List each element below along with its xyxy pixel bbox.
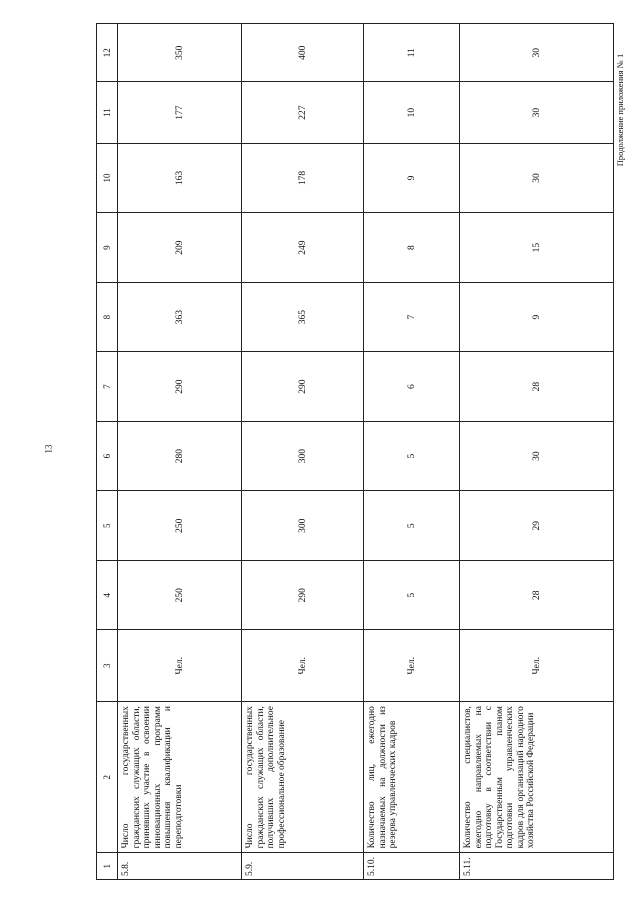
value-cell: 6 xyxy=(364,352,460,422)
row-number: 5.10. xyxy=(364,853,460,880)
value-cell: 9 xyxy=(460,282,614,352)
value-cell: 250 xyxy=(118,491,242,561)
value-cell: 227 xyxy=(242,82,364,143)
table-row xyxy=(118,24,242,880)
value-cell: 30 xyxy=(460,421,614,491)
value-cell: 363 xyxy=(118,282,242,352)
unit-cell: Чел. xyxy=(118,630,242,702)
value-cell: 11 xyxy=(364,24,460,82)
value-cell: 209 xyxy=(118,213,242,283)
column-header: 11 xyxy=(97,82,118,143)
table-row xyxy=(364,24,460,880)
value-cell: 249 xyxy=(242,213,364,283)
value-cell: 290 xyxy=(242,352,364,422)
column-header: 12 xyxy=(97,24,118,82)
column-header: 4 xyxy=(97,560,118,630)
appendix-note: Продолжение приложения № 1 xyxy=(615,53,625,167)
value-cell: 250 xyxy=(118,560,242,630)
column-header: 3 xyxy=(97,630,118,702)
column-header: 6 xyxy=(97,421,118,491)
value-cell: 28 xyxy=(460,352,614,422)
value-cell: 163 xyxy=(118,143,242,213)
row-number: 5.9. xyxy=(242,853,364,880)
unit-cell: Чел. xyxy=(364,630,460,702)
value-cell: 9 xyxy=(364,143,460,213)
column-header: 7 xyxy=(97,352,118,422)
table-body xyxy=(118,24,614,880)
value-cell: 5 xyxy=(364,421,460,491)
table-row xyxy=(460,24,614,880)
row-number: 5.11. xyxy=(460,853,614,880)
indicators-table xyxy=(96,23,614,880)
column-header: 10 xyxy=(97,143,118,213)
indicator-description: Количество специалистов, ежегодно направляемых на подготовку в соответствии с Государственным планом подготовки управленческих кадров для организаций народного хозяйства Российской Федерации xyxy=(460,702,614,853)
indicator-description: Число государственных гражданских служащих области, принявших участие в освоении инновационных программ повышения квалификации и переподготовки xyxy=(118,702,242,853)
indicator-description: Количество лиц, ежегодно назначаемых на должности из резерва управленческих кадров xyxy=(364,702,460,853)
table-row xyxy=(242,24,364,880)
value-cell: 350 xyxy=(118,24,242,82)
value-cell: 15 xyxy=(460,213,614,283)
value-cell: 178 xyxy=(242,143,364,213)
value-cell: 290 xyxy=(242,560,364,630)
unit-cell: Чел. xyxy=(460,630,614,702)
column-header: 5 xyxy=(97,491,118,561)
column-header: 8 xyxy=(97,282,118,352)
indicators-table-wrap xyxy=(96,23,608,880)
header-row xyxy=(97,24,118,880)
row-number: 5.8. xyxy=(118,853,242,880)
value-cell: 280 xyxy=(118,421,242,491)
value-cell: 300 xyxy=(242,421,364,491)
value-cell: 8 xyxy=(364,213,460,283)
column-header: 1 xyxy=(97,853,118,880)
value-cell: 300 xyxy=(242,491,364,561)
value-cell: 28 xyxy=(460,560,614,630)
value-cell: 30 xyxy=(460,143,614,213)
value-cell: 177 xyxy=(118,82,242,143)
column-header: 2 xyxy=(97,702,118,853)
value-cell: 5 xyxy=(364,560,460,630)
value-cell: 30 xyxy=(460,82,614,143)
value-cell: 365 xyxy=(242,282,364,352)
column-header: 9 xyxy=(97,213,118,283)
page-number: 13 xyxy=(43,444,54,454)
unit-cell: Чел. xyxy=(242,630,364,702)
value-cell: 7 xyxy=(364,282,460,352)
value-cell: 5 xyxy=(364,491,460,561)
value-cell: 10 xyxy=(364,82,460,143)
value-cell: 29 xyxy=(460,491,614,561)
indicator-description: Число государственных гражданских служащих области, получивших дополнительное профессиональное образование xyxy=(242,702,364,853)
value-cell: 400 xyxy=(242,24,364,82)
value-cell: 30 xyxy=(460,24,614,82)
value-cell: 290 xyxy=(118,352,242,422)
